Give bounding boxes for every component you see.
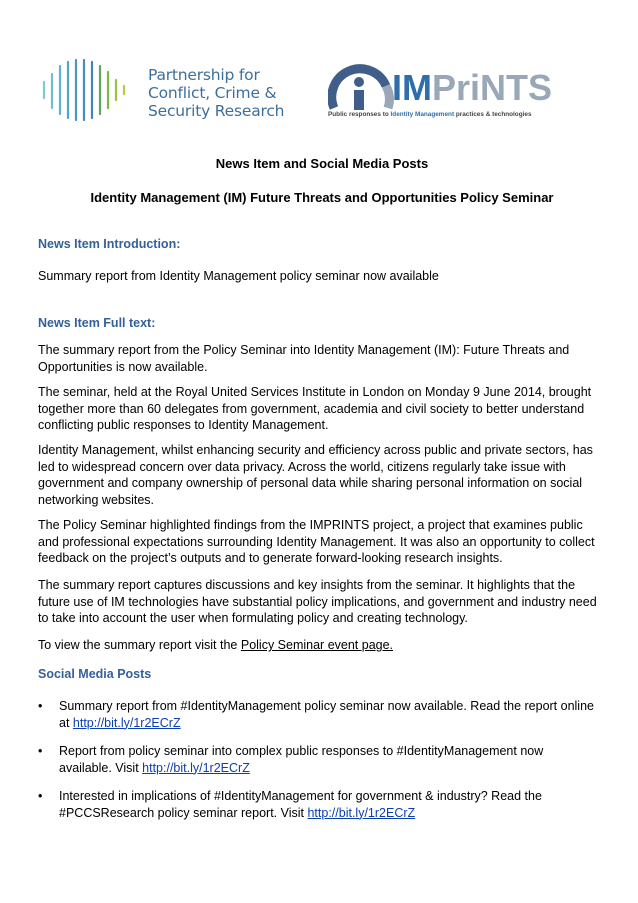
page-subtitle: Identity Management (IM) Future Threats and Opportunities Policy Seminar	[90, 190, 554, 205]
bullet-icon: •	[38, 789, 43, 803]
bullet-icon: •	[38, 699, 43, 713]
paragraph-2: The seminar, held at the Royal United Services Institute in London on Monday 9 June 2014, brought together more than 60 delegates from government, academia and civil society to better understand conflicting public responses to Identity Management.	[38, 385, 592, 432]
page-title: News Item and Social Media Posts	[215, 156, 429, 171]
social-post-2: Report from policy seminar into complex public responses to #IdentityManagement now available. Visit http://bit.ly/1r2ECrZ	[59, 744, 544, 775]
post-link[interactable]: http://bit.ly/1r2ECrZ	[307, 805, 416, 820]
document-header	[0, 0, 638, 140]
imprints-wordmark: IMPriNTS	[392, 67, 553, 108]
imprints-tagline: Public responses to Identity Management practices & technologies	[328, 111, 532, 118]
social-heading: Social Media Posts	[38, 667, 152, 681]
intro-heading: News Item Introduction:	[38, 237, 181, 251]
bullet-icon: •	[38, 744, 43, 758]
post-link[interactable]: http://bit.ly/1r2ECrZ	[142, 760, 250, 775]
paragraph-3: Identity Management, whilst enhancing security and efficiency across public and private sectors, has led to widespread concern over data privacy. Across the world, citizens regularly take issue with government and company ownership of personal data while sharing personal information on social networking websites.	[38, 443, 593, 507]
pccs-logo-text: Partnership for Conflict, Crime & Security Research	[148, 66, 285, 120]
paragraph-6: To view the summary report visit the Policy Seminar event page.	[38, 638, 394, 652]
paragraph-5: The summary report captures discussions and key insights from the seminar. It highlights that the future use of IM technologies have substantial policy implications, and government and industry need to take into account the user when formulating policy and creating technology.	[38, 578, 597, 625]
policy-seminar-link[interactable]: Policy Seminar event page.	[240, 638, 394, 652]
post-link[interactable]: http://bit.ly/1r2ECrZ	[72, 715, 181, 730]
paragraph-1: The summary report from the Policy Seminar into Identity Management (IM): Future Threats and Opportunities is now available.	[38, 343, 570, 374]
paragraph-4: The Policy Seminar highlighted findings from the IMPRINTS project, a project that examines public and professional expectations surrounding Identity Management. It was also an opportunity to collect feedback on the project’s outputs and to generate forward-looking research insights.	[38, 518, 595, 565]
full-text-heading: News Item Full text:	[38, 316, 156, 330]
social-post-1: Summary report from #IdentityManagement policy seminar now available. Read the report online at http://bit.ly/1r2ECrZ	[59, 699, 594, 730]
intro-text: Summary report from Identity Management policy seminar now available	[38, 269, 439, 283]
social-post-3: Interested in implications of #IdentityManagement for government & industry? Read the #PCCSResearch policy seminar report. Visit http://bit.ly/1r2ECrZ	[59, 789, 542, 820]
